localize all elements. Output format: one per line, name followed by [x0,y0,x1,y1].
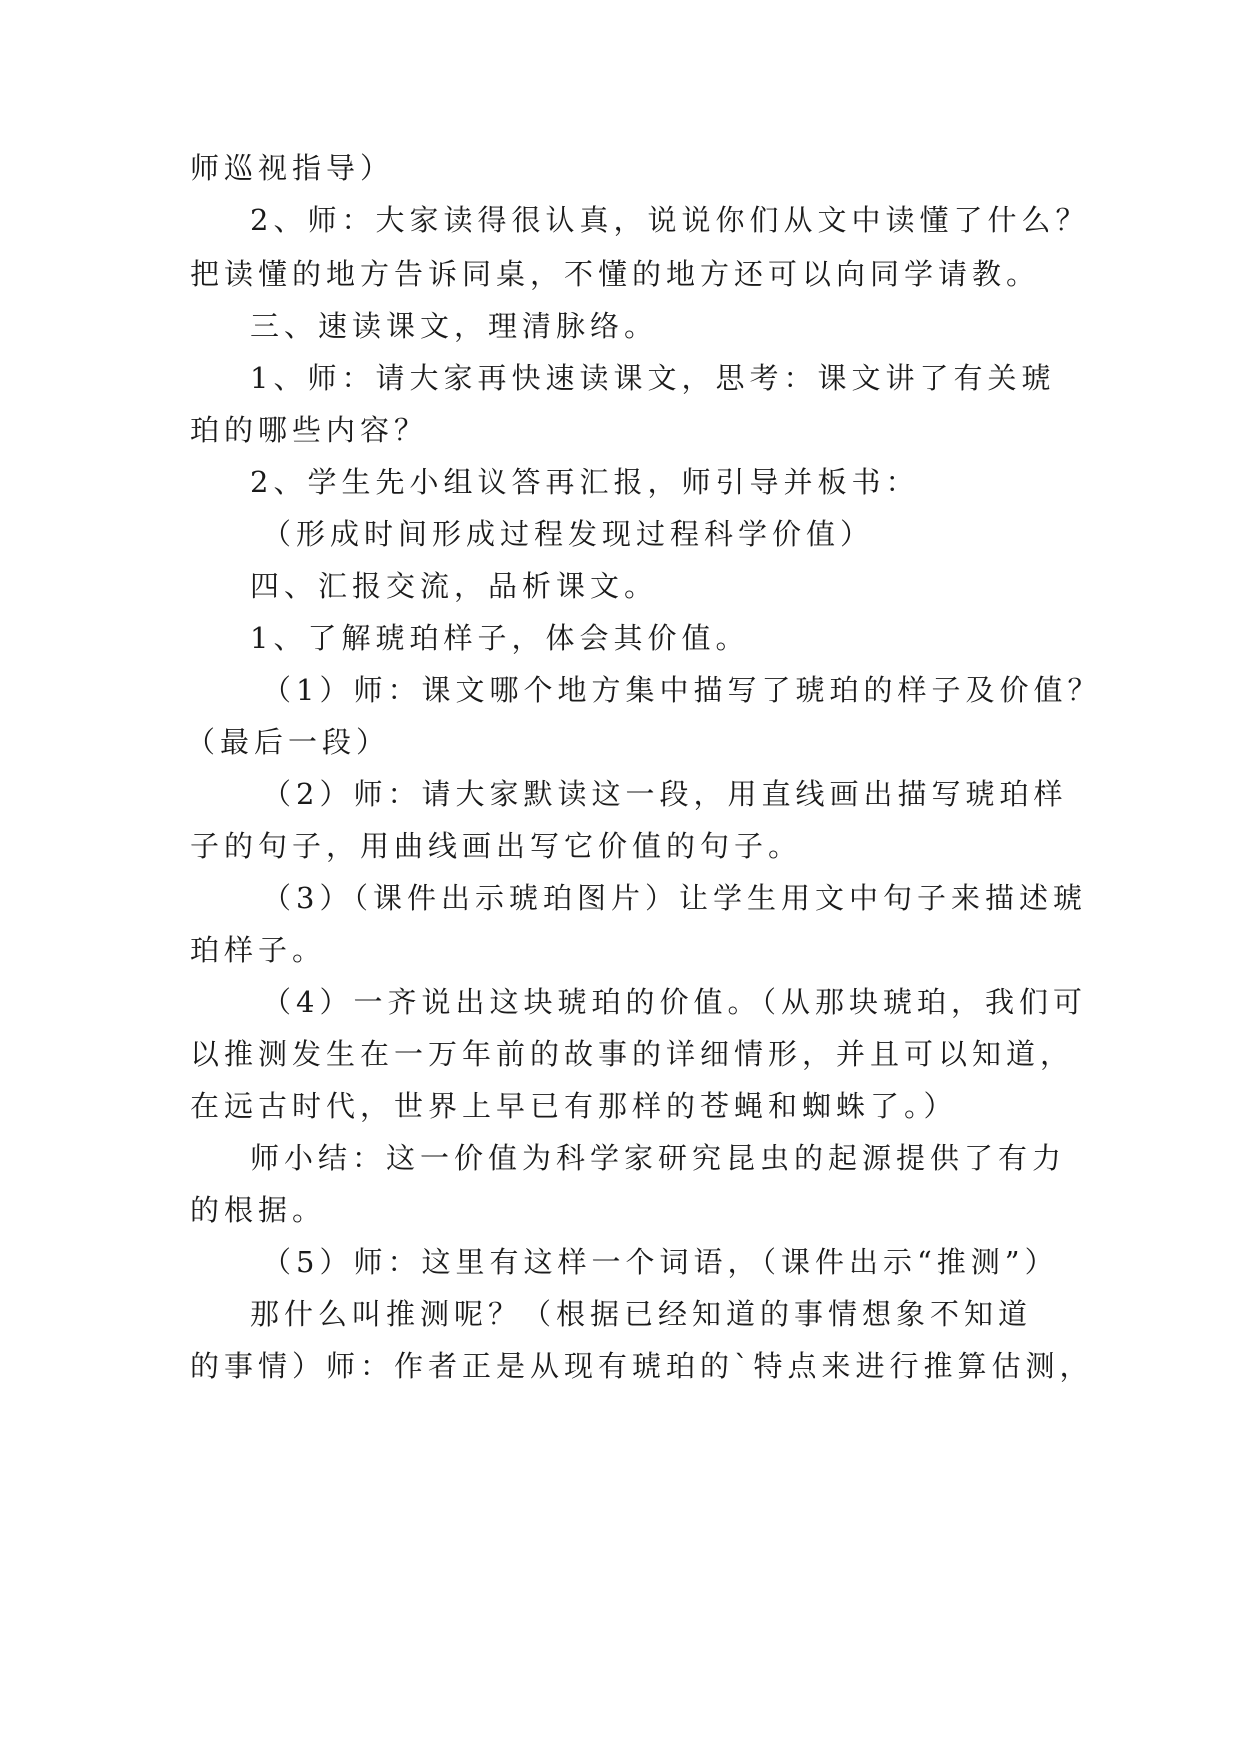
text-line-14: 子的句子，用曲线画出写它价值的句子。 [190,829,803,863]
text-line-18: 以推测发生在一万年前的故事的详细情形，并且可以知道， [190,1037,1075,1071]
text-line-8: （形成时间形成过程发现过程科学价值） [262,517,875,551]
text-line-12: （最后一段） [186,725,391,759]
text-line-22: （5）师：这里有这样一个词语，（课件出示“推测”） [262,1245,1059,1279]
text-line-23: 那什么叫推测呢？（根据已经知道的事情想象不知道 [250,1297,1033,1331]
text-line-6: 珀的哪些内容？ [190,413,429,447]
text-line-20: 师小结：这一价值为科学家研究昆虫的起源提供了有力 [250,1141,1067,1175]
text-line-4: 三、速读课文，理清脉络。 [250,309,659,343]
text-line-17: （4）一齐说出这块琥珀的价值。（从那块琥珀，我们可 [262,985,1087,1019]
text-line-11: （1）师：课文哪个地方集中描写了琥珀的样子及价值？ [262,673,1102,707]
text-line-16: 珀样子。 [190,933,327,967]
text-line-3: 把读懂的地方告诉同桌，不懂的地方还可以向同学请教。 [190,257,1041,291]
text-line-13: （2）师：请大家默读这一段，用直线画出描写琥珀样 [262,777,1068,811]
text-line-9: 四、汇报交流，品析课文。 [250,569,659,603]
text-line-24: 的事情）师：作者正是从现有琥珀的`特点来进行推算估测， [190,1349,1094,1383]
text-line-1: 师巡视指导） [190,151,395,185]
text-line-5: 1、师：请大家再快速读课文，思考：课文讲了有关琥 [250,361,1056,395]
text-line-15: （3）（课件出示琥珀图片）让学生用文中句子来描述琥 [262,881,1087,915]
text-line-19: 在远古时代，世界上早已有那样的苍蝇和蜘蛛了。） [190,1089,958,1123]
text-line-2: 2、师：大家读得很认真，说说你们从文中读懂了什么？ [250,203,1090,237]
text-line-7: 2、学生先小组议答再汇报，师引导并板书： [250,465,920,499]
text-line-21: 的根据。 [190,1193,327,1227]
text-line-10: 1、了解琥珀样子，体会其价值。 [250,621,750,655]
